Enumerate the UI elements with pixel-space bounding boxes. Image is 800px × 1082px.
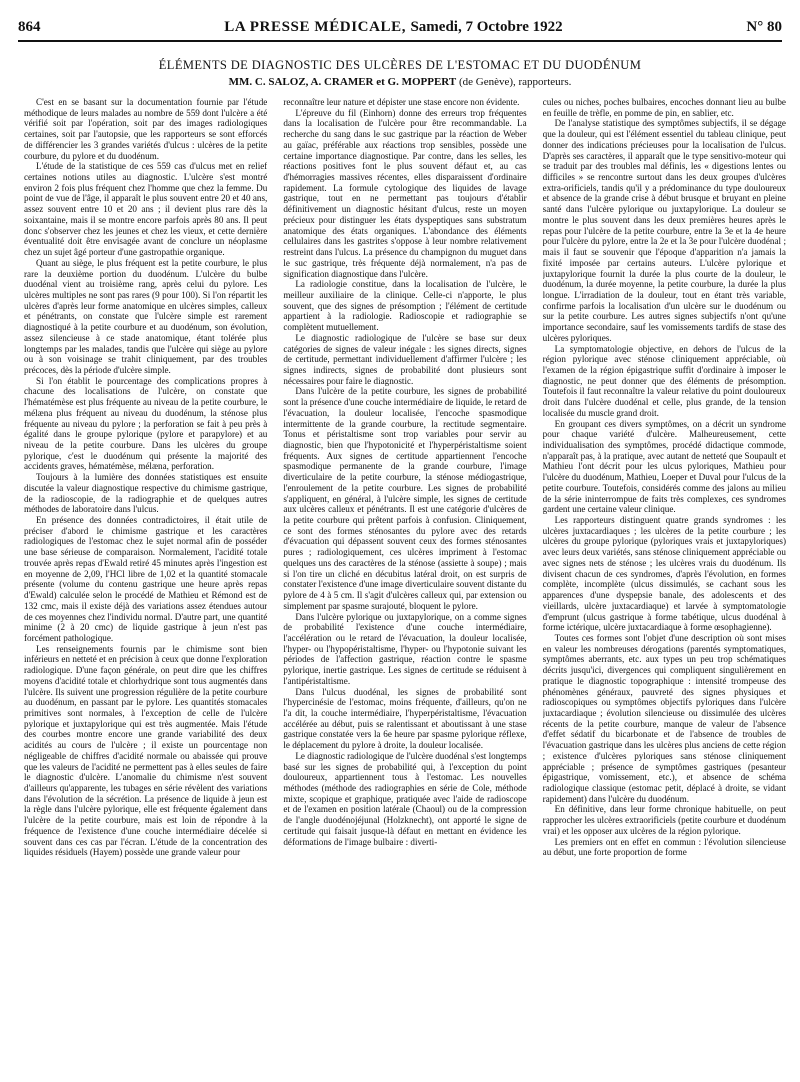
journal-masthead (224, 19, 562, 36)
paragraph: Le diagnostic radiologique de l'ulcère duodénal s'est longtemps basé sur les signes de probabilité qui, à l'exception du point douloureux, appartiennent tous à l'estomac. Les nouvelles méthodes (méthode des radiographies en série de Cole, méthode mixte, scopique et graphique, pratiquée avec l'aide de radioscope et de l'examen en position latérale (Chaoul) ou de la compression de l'angle duodénojéjunal (Holzknecht), ont apporté le signe de certitude qui faisait jusque-là défaut en mettant en évidence les déformations de l'image bulbaire : diverti- (283, 750, 527, 847)
paragraph: Dans l'ulcère de la petite courbure, les signes de probabilité sont la présence d'une couche intermédiaire de liquide, le retard de l'évacuation, la douleur localisée, l'encoche spasmodique intermittente de la grande courbure, la rectitude segmentaire. Tonus et péristaltisme sont trop variables pour servir au diagnostic, bien que l'hypotonicité et l'hyperpéristaltisme soient fréquents. Aux signes de certitude appartiennent l'encoche spasmodique permanente de la grande courbure, l'image diverticulaire de la petite courbure, la sténose médiogastrique, l'enroulement de la petite courbure. Les signes de probabilité s'appliquent, en général, à l'ulcère simple, les signes de certitude aux ulcères calleux et pénétrants. Il est une catégorie d'ulcères de la petite courbure qui prêtent parfois à confusion. Cliniquement, ce sont des formes sténosantes du pylore avec des retards d'évacuation qui dépassent souvent ceux des formes sténosantes pures ; radiologiquement, ces ulcères impriment à l'estomac quelques uns des caractères de la sténose (assiette à soupe) ; mais si l'on tire un cliché en décubitus latéral droit, on est surpris de constater l'existence d'une image diverticulaire souvent distante du pylore de 4 à 5 cm. Il s'agit d'ulcères calleux qui, par extension ou simplement par spasme surajouté, bloquent le pylore. (283, 386, 527, 611)
author-affiliation: (de Genève), rapporteurs. (458, 76, 572, 88)
paragraph: En présence des données contradictoires, il était utile de préciser d'abord le chimisme gastrique et les caractères radiologiques de l'estomac chez le sujet normal afin de posséder une base sérieuse de comparaison. Normalement, l'acidité totale trouvée après repas d'Ewald retiré 45 minutes après l'ingestion est en moyenne de 2,09, l'HCl libre de 1,02 et la quantité stomacale présente (volume du contenu gastrique une heure après repas d'Ewald) calculée selon le procédé de Mathieu et Rémond est de 132 cmc, mais il existe déjà des variations assez étendues autour de ces moyennes chez l'individu normal. D'autre part, une quantité minime (2 à 20 cmc) de liquide gastrique à jeun n'est pas forcément pathologique. (24, 515, 268, 643)
paragraph: C'est en se basant sur la documentation fournie par l'étude méthodique de leurs malades au nombre de 559 dont l'ulcère a été vérifié soit par l'opération, soit par des images radiologiques certaines, soit par l'autopsie, que les rapporteurs se sont efforcés de différencier les 3 grandes variétés d'ulcus : ulcères de la petite courbure, du pylore et du duodénum. (24, 97, 268, 161)
paragraph: Les renseignements fournis par le chimisme sont bien inférieurs en netteté et en précision à ceux que donne l'exploration radiologique. D'une façon générale, on peut dire que les chiffres moyens d'acidité totale et chlorhydrique sont tous augmentés dans l'ulcère. Ils suivent une progression régulière de la petite courbure au duodénum, en passant par le pylore. Les quantités stomacales primitives sont normales, à l'exception de celle de l'ulcère pylorique et juxtapylorique qui est très augmentée. Mais l'étude des courbes montre encore une grande variabilité des deux acidités au cours de l'ulcère ; il existe un pourcentage non négligeable de chiffres d'acidité normale ou abaissée qui prouve que les valeurs de l'acidité ne permettent pas à elles seules de faire le diagnostic d'ulcère. L'anomalie du chimisme n'est souvent d'ailleurs qu'apparente, les tubages en série révèlent des variations dans l'évolution de la sécrétion. La présence de liquide à jeun est la règle dans l'ulcère pylorique, elle est fréquente également dans l'ulcère de la petite courbure, mais est loin de répondre à la fréquence de l'existence d'une couche intermédiaire décelée si souvent dans ces cas par l'écran. L'étude de la concentration des liquides résiduels (Hayem) possède une grande valeur pour (24, 643, 268, 858)
paragraph: En groupant ces divers symptômes, on a décrit un syndrome pour chaque variété d'ulcère. Malheureusement, cette individualisation des symptômes, procédé didactique commode, n'apparaît pas, à la pratique, avec autant de netteté que Soupault et Mathieu l'ont décrit pour les ulcus pyloriques, Mathieu pour l'ulcère du duodénum, Mathieu, Loeper et Duval pour l'ulcus de la petite courbure. Toutefois, considérés comme des jalons au milieu de la série ininterrompue de faits très complexes, ces syndromes gardent une certaine valeur clinique. (542, 418, 786, 515)
running-header (18, 14, 782, 40)
paragraph: La symptomatologie objective, en dehors de l'ulcus de la région pylorique avec sténose cliniquement appréciable, où l'examen de la région épigastrique suffit d'ordinaire à imposer le diagnostic, ne peut donner que des éléments de présomption. Toutefois il faut reconnaître la valeur relative du point douloureux droit dans l'ulcère duodénal et celle, plus grande, de la tension localisée du muscle grand droit. (542, 343, 786, 418)
page-number: 864 (18, 18, 41, 35)
paragraph: Le diagnostic radiologique de l'ulcère se base sur deux catégories de signes de valeur inégale : les signes directs, signes de certitude, permettant individuellement d'affirmer l'ulcère ; les signes indirects, signes de probabilité dont plusieurs sont nécessaires pour faire le diagnostic. (283, 332, 527, 386)
paragraph: Les rapporteurs distinguent quatre grands syndromes : les ulcères juxtacardiaques ; les ulcères de la petite courbure ; les ulcères du groupe pylorique (pyloriques vrais et juxtapyloriques) avec leurs deux variétés, sans sténose cliniquement appréciable ou avec signes nets de sténose ; les ulcères vrais du duodénum. Ils divisent chacun de ces syndromes, d'après l'évolution, en formes complète, incomplète (ulcus dissimulés, se cachant sous les apparences d'une dyspepsie banale, des adolescents et des vieillards, ulcère juxtacardiaque) et larvée à symptomatologie d'emprunt (ulcus gastrique à forme tabétique, ulcus duodénal à forme ictérique, ulcère juxtacardiaque à forme œsophagienne). (542, 515, 786, 633)
text-column-3 (543, 97, 786, 1075)
issue-date: Samedi, 7 Octobre 1922 (410, 18, 563, 35)
paragraph: Quant au siège, le plus fréquent est la petite courbure, le plus rare la deuxième portion du duodénum. L'ulcère du bulbe duodénal vient au troisième rang, après celui du pylore. Les ulcères multiples ne sont pas rares (9 pour 100). Si l'on répartit les ulcères d'après leur forme anatomique en ulcères simples, calleux et pénétrants, on constate que l'ulcère simple est rarement diagnostiqué à la petite courbure et au duodénum, son évolution, assez silencieuse à ce stade anatomique, étant tolérée plus longtemps par les malades, tandis que l'ulcère qui siège au pylore ou à son voisinage se trahit cliniquement, par des troubles précoces, dès la période d'ulcère simple. (24, 257, 268, 375)
paragraph: De l'analyse statistique des symptômes subjectifs, il se dégage que la douleur, qui est l'élément essentiel du tableau clinique, peut donner des indications précieuses pour la localisation de l'ulcus. D'après ses caractères, il apparaît que le type sensitivo-moteur qui se traduit par des troubles mal définis, les « digestions lentes ou difficiles » se rencontre surtout dans les deux groupes d'ulcères extra-orificiels, tandis qu'il y a prédominance du type douloureux et absence de la grande crise à début brusque et bruyant en pleine santé dans l'ulcère pylorique ou juxtapylorique. La douleur se montre le plus souvent dans les deux premières heures après le repas pour l'ulcère de la petite courbure, entre la 3e et la 4e heure pour l'ulcère du pylore, entre la 2e et la 3e pour l'ulcère duodénal ; mais il faut se souvenir que l'époque d'apparition n'a jamais la fixité imposée par certains auteurs. L'ulcère pylorique et juxtapylorique fournit la durée la plus courte de la douleur, le duodénum, la durée moyenne, la petite courbure, la durée la plus longue. L'irradiation de la douleur, tout en étant très variable, confirme parfois la localisation d'un ulcère sur le duodénum ou sur la petite courbure. Les autres signes subjectifs n'ont qu'une importance secondaire, sauf les vomissements tardifs de stase des ulcères pyloriques. (542, 118, 786, 343)
paragraph: Dans l'ulcus duodénal, les signes de probabilité sont l'hypercinésie de l'estomac, moins fréquente, d'ailleurs, qu'on ne l'a dit, la couche intermédiaire, l'hyperpéristaltisme, l'évacuation accélérée au début, puis se ralentissant et aboutissant à une stase gastrique constatée vers la 6e heure par spasme pylorique réflexe, le déplacement du pylore à droite, la douleur localisée. (283, 686, 527, 751)
paragraph: Les premiers ont en effet en commun : l'évolution silencieuse au début, une forte proportion de forme (542, 836, 786, 858)
issue-number: N° 80 (746, 18, 782, 35)
author-names: MM. C. SALOZ, A. CRAMER et G. MOPPERT (228, 76, 457, 88)
paragraph: cules ou niches, poches bulbaires, encoches donnant lieu au bulbe en feuille de trèfle, en pomme de pin, en sablier, etc. (542, 97, 786, 118)
paragraph: Toutes ces formes sont l'objet d'une description où sont mises en valeur les nombreuses dérogations (parentés symptomatiques, symptômes aberrants, etc. aux types un peu trop schématiques décrits jusqu'ici, divergences qui compliquent singulièrement en pratique le diagnostic topographique : intensité trompeuse des phénomènes généraux, pauvreté des signes physiques et radioscopiques ou symptômes objectifs pyloriques dans l'ulcère juxtacardiaque ; évolution silencieuse ou dissimulée des ulcères récents de la petite courbure, manque de valeur de l'absence d'effet sédatif du bicarbonate et de l'absence de troubles de l'évacuation gastrique dans les ulcères plus anciens de cette région ; existence d'ulcères pyloriques sans sténose cliniquement appréciable ; présence de symptômes gastriques (pesanteur épigastrique, vomissement, etc.), et absence de schéma radiologique classique (estomac petit, déplacé à droite, se vidant rapidement) dans l'ulcère du duodénum. (542, 632, 786, 804)
paragraph: La radiologie constitue, dans la localisation de l'ulcère, le meilleur auxiliaire de la clinique. Celle-ci n'apporte, le plus souvent, que des signes de présomption ; l'élément de certitude appartient à la radiologie. Radioscopie et radiographie se complètent mutuellement. (283, 279, 527, 333)
paragraph: Si l'on établit le pourcentage des complications propres à chacune des localisations de l'ulcère, on constate que l'hématémèse est plus fréquente au niveau de la petite courbure, le mélæna plus fréquent au niveau du duodénum, la sténose plus fréquente au niveau du pylore ; la perforation se fait à peu près à égalité dans le groupe pylorique (pylore et parapylore) et au niveau de la petite courbure. Dans les ulcères du groupe pylorique, c'est le duodénum qui présente la majorité des accidents graves, hématémèse, mélæna, perforation. (24, 375, 268, 472)
journal-name: LA PRESSE MÉDICALE, (224, 18, 407, 35)
paragraph: L'étude de la statistique de ces 559 cas d'ulcus met en relief certaines notions utiles au diagnostic. L'ulcère s'est montré environ 2 fois plus fréquent chez l'homme que chez la femme. Du point de vue de l'âge, il apparaît le plus souvent entre 20 et 40 ans, assez souvent entre 10 et 20 ans ; il devient plus rare dès la soixantaine, mais il se montre encore parfois après 80 ans. Il peut donc s'observer chez les jeunes et chez les vieux, et cette dernière éventualité doit être envisagée avant de conclure un néoplasme chez un sujet âgé porteur d'une gastropathie organique. (24, 161, 268, 258)
paragraph: Dans l'ulcère pylorique ou juxtapylorique, on a comme signes de probabilité l'existence d'une couche intermédiaire, l'accélération ou le retard de l'évacuation, la douleur localisée, l'hyper- ou l'hypopéristaltisme, l'hyper- ou l'hypotonie suivant les périodes de l'affection gastrique, réaction contre le spasme pylorique, inertie gastrique. Les signes de certitude se réduisent à l'antipéristaltisme. (283, 611, 527, 686)
text-column-2 (283, 97, 526, 1075)
paragraph: reconnaître leur nature et dépister une stase encore non évidente. (283, 97, 520, 107)
text-column-1 (24, 97, 267, 1075)
paragraph: En définitive, dans leur forme chronique habituelle, on peut rapprocher les ulcères extraorificiels (petite courbure et duodénum vrai) et les opposer aux ulcères de la région pylorique. (542, 804, 786, 836)
article-body (24, 97, 786, 1075)
paragraph: L'épreuve du fil (Einhorn) donne des erreurs trop fréquentes dans la localisation de l'ulcère pour être recommandable. La recherche du sang dans le suc gastrique par la réaction de Weber au gaïac, préférable aux réactions trop sensibles, possède une certaine importance diagnostique. Par contre, dans les selles, les réactions positives font le plus souvent défaut et, au cas d'hémorragies massives récentes, elles disparaissent d'ordinaire rapidement. La formule cytologique des liquides de lavage gastrique, tout en ne permettant pas toujours d'établir définitivement un diagnostic hésitant d'ulcus, reste un moyen précieux pour distinguer les états dyspeptiques sans substratum anatomique des états organiques. L'abondance des éléments cellulaires dans les gastrites s'oppose à leur nombre relativement restreint dans l'ulcus. La présence du champignon du muguet dans le suc gastrique, très fréquente déjà normalement, n'a pas de signification diagnostique dans l'ulcère. (283, 107, 527, 279)
article-title: ÉLÉMENTS DE DIAGNOSTIC DES ULCÈRES DE L'ESTOMAC ET DU DUODÉNUM (158, 58, 642, 72)
paragraph: Toujours à la lumière des données statistiques est ensuite discutée la valeur diagnostique respective du chimisme gastrique, de la radioscopie, de la radiographie et de quelques autres méthodes de laboratoire dans l'ulcus. (24, 472, 268, 515)
header-rule (18, 40, 782, 42)
article-byline (0, 76, 800, 88)
